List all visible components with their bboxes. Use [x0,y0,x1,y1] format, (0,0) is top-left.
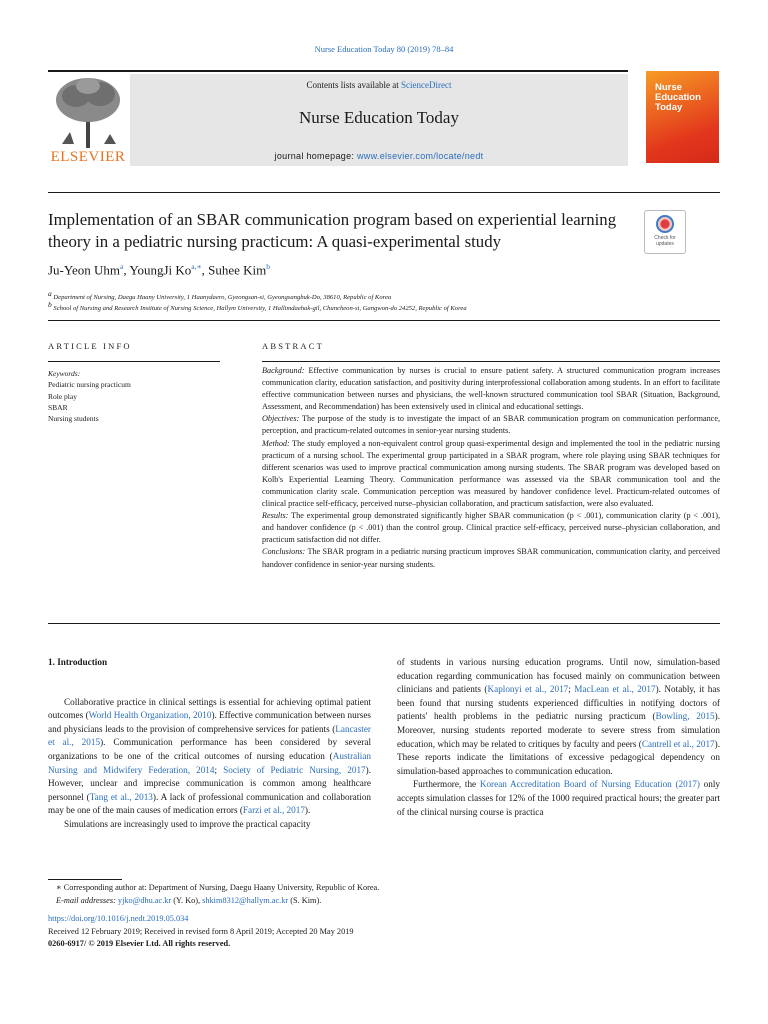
paragraph-text: ). Notably, it has been found that nursing students experienced difficulties in notifying doctors of patients' health problems in the pediatric nursing practicum ( [397,684,720,722]
doi-link[interactable]: https://doi.org/10.1016/j.nedt.2019.05.034 [48,914,189,923]
update-icon [656,215,674,233]
affiliation-marker: b [48,300,52,309]
body-column-left [48,656,371,832]
email-note [48,895,708,908]
abstract-label: Method: [262,438,290,448]
footnotes [48,882,708,907]
citation-link[interactable]: Farzi et al., 2017 [242,805,305,816]
email-owner: (S. Kim). [288,895,322,905]
contents-line [130,80,628,90]
abstract-text: The experimental group demonstrated significantly higher SBAR communication (p < .001), communication clarity (p < .001), and handover confidence (p < .001) than the control group. Clinical practice self-efficacy, perceived nurse–physician collaboration, and practicum satisfaction did not differ. [262,511,720,545]
abstract-section [262,365,720,413]
affiliation-rule [48,320,720,321]
keyword: Pediatric nursing practicum [48,380,131,390]
badge-line-2: updates [656,241,674,247]
citation-link[interactable]: Tang et al., 2013 [89,791,153,802]
author-name: Ju-Yeon Uhm [48,262,120,278]
keyword: Role play [48,391,77,401]
sciencedirect-link[interactable]: ScienceDirect [401,80,452,90]
journal-citation[interactable]: Nurse Education Today 80 (2019) 78–84 [314,44,454,54]
affiliation-text: Department of Nursing, Daegu Haany University, 1 Haanydaero, Gyeongsan-si, Gyeongsangbuk-Do, 38610, Republic of Korea [53,294,392,302]
email-link[interactable]: shkim8312@hallym.ac.kr [202,895,289,905]
publisher-name: ELSEVIER [50,149,126,165]
abstract-text: Effective communication by nurses is crucial to ensure patient safety. A structured communication program increases communication clarity, education satisfaction, and positivity during interprofessional collaboration among students. In an effort to facilitate effective communication between nurses and physicians, the well-known structured communication tool SBAR (Situation, Background, Assessment, and Recommendation) has been extensively used in clinical and educational settings. [262,366,721,412]
citation-link[interactable]: Australian Nursing and Midwifery Federation, 2014 [48,750,371,775]
paragraph-text: of students in various nursing education programs. Until now, simulation-based education regarding communication has focused mainly on communication between clinicians and patients ( [397,657,720,695]
journal-name: Nurse Education Today [299,108,459,127]
contents-prefix: Contents lists available at [306,80,401,90]
abstract-label: Background: [262,366,305,375]
article-info-heading: ARTICLE INFO [48,341,132,351]
paragraph-text: ). [304,805,311,816]
author-affiliation-link[interactable]: a,∗ [191,262,202,271]
paragraph-text: ). Communication performance has been considered by several organizations to be one of the critical outcomes of nursing education ( [48,737,371,761]
paragraph-text: only accepts simulation classes for 12% of the 1000 required practical hours; the greater part of the clinical nursing course is practica [397,779,720,817]
abstract-text: The purpose of the study is to investigate the impact of an SBAR communication program on communication performance, perception, and practicum-related outcomes in senior-year nursing students. [262,414,720,436]
check-for-updates-text [645,235,685,247]
email-label: E-mail addresses: [56,895,116,905]
affiliation-marker: a [48,289,52,298]
citation-link[interactable]: Korean Accreditation Board of Nursing Education (2017) [479,779,700,790]
paragraph-text: ; [568,684,575,695]
homepage-link[interactable]: www.elsevier.com/locate/nedt [357,151,484,161]
author-list: Ju-Yeon Uhm$^a$, YoungJi $Ko^{a,∗}$, Suhee Kim$^b$ [48,262,270,278]
keyword: Nursing students [48,414,99,424]
journal-header-box [130,74,628,166]
citation-link[interactable]: Kaplonyi et al., 2017 [487,684,569,695]
abstract-section [262,510,720,546]
paragraph [397,656,720,778]
abstract-section [262,438,720,511]
citation-link[interactable]: World Health Organization, 2010 [88,710,212,721]
citation-link[interactable]: Cantrell et al., 2017 [641,738,715,749]
copyright: 0260-6917/ © 2019 Elsevier Ltd. All rights reserved. [48,939,231,948]
paragraph-text: Furthermore, the [413,779,480,790]
journal-cover[interactable] [646,71,719,163]
citation-link[interactable]: Lancaster et al., 2015 [48,723,371,748]
paragraph-text: ). Moreover, nursing students reported moderate to severe stress from simulation education, which may be related to critiques by faculty and peers ( [397,711,720,749]
author-affiliation-link[interactable]: b [266,262,270,271]
citation-link[interactable]: Society of Pediatric Nursing, 2017 [223,764,366,775]
abstract-section [262,413,720,437]
paragraph [48,696,371,818]
citation-link[interactable]: Bowling, 2015 [655,711,715,722]
abstract-label: Results: [262,511,289,521]
article-title: Implementation of an SBAR communication program based on experiential learning theory in a pediatric nursing practicum: A quasi-experimental study [48,210,617,251]
check-for-updates-badge[interactable] [644,210,686,254]
paragraph-text: ; [214,764,224,775]
paragraph [397,778,720,819]
received-dates: Received 12 February 2019; Received in revised form 8 April 2019; Accepted 20 May 2019 [48,926,354,936]
abstract-text: The study employed a non-equivalent control group quasi-experimental design and implemented the tool in the pediatric nursing practicum of a nursing school. The experimental group participated in a SBAR program, where role playing using SBAR techniques for different scenarios was used to improve practical communication among nursing students. The SBAR program was developed based on Kolb's Experiential Learning Theory. Communication performance was assessed via the SBAR communication tool and the communication clarity scale. Communication perception was measured by handover confidence level. Practicum-related outcomes of clinical practice self-efficacy, perceived nurse–physician collaboration, and practicum satisfaction, were also evaluated. [262,438,721,509]
body-column-right [397,656,720,819]
email-owner: (Y. Ko), [171,895,203,905]
publication-info [48,913,354,951]
abstract-section [262,546,720,570]
corresponding-author-note: ∗ Corresponding author at: Department of Nursing, Daegu Haany University, Republic of Korea. [56,883,380,892]
abstract-label: Objectives: [262,414,300,424]
section-heading: 1. Introduction [48,657,108,667]
paragraph-text: ). Effective communication between nurses and physicians leads to the provision of comprehensive services for patients ( [48,710,371,734]
author-affiliation-link[interactable]: a [120,262,124,271]
badge-line-1: Check for [654,235,676,241]
paragraph-text: ). However, unclear and imprecise communication is common among healthcare personnel ( [48,764,371,802]
abstract-text: The SBAR program in a pediatric nursing practicum improves SBAR communication, communication clarity, and perceived handover confidence in senior-year nursing students. [262,547,720,569]
author-name: Suhee Kim [208,262,267,278]
citation-link[interactable]: MacLean et al., 2017 [574,684,656,695]
tree-icon [48,74,128,148]
paragraph: Simulations are increasingly used to improve the practical capacity [64,818,311,829]
abstract-rule [262,361,720,362]
keywords-label: Keywords: [48,369,81,378]
abstract-label: Conclusions: [262,547,306,557]
affiliation-text: School of Nursing and Research Institute of Nursing Science, Hallym University, 1 Hallimdaehak-gil, Chuncheon-si, Gangwon-do 24252, Republic of Korea [53,305,467,313]
abstract-heading: ABSTRACT [262,341,324,351]
homepage-line [130,151,628,161]
paragraph-text: Collaborative practice in clinical settings is essential for achieving optimal patient outcomes ( [48,696,371,721]
abstract-body [262,365,720,571]
affiliation [48,300,728,312]
email-link[interactable]: yjko@dhu.ac.kr [117,895,172,905]
cover-title: Nurse Education Today [655,82,701,113]
keyword: SBAR [48,402,68,412]
abstract-bottom-rule [48,623,720,624]
homepage-prefix: journal homepage: [274,151,357,161]
header-bottom-rule [48,192,720,193]
keywords-block [48,368,131,424]
author-name: YoungJi Ko [129,262,192,278]
header-top-rule [48,70,628,72]
paragraph-text: ). These reports indicate the limitations of excessive pedagogical dependency on simulation-based approaches to communication education. [397,738,720,776]
paragraph-text: ). A lack of professional communication and collaboration may be one of the main causes of medication errors ( [48,791,372,816]
elsevier-logo[interactable] [48,74,128,166]
article-info-rule [48,361,220,362]
footnote-rule [48,879,122,880]
